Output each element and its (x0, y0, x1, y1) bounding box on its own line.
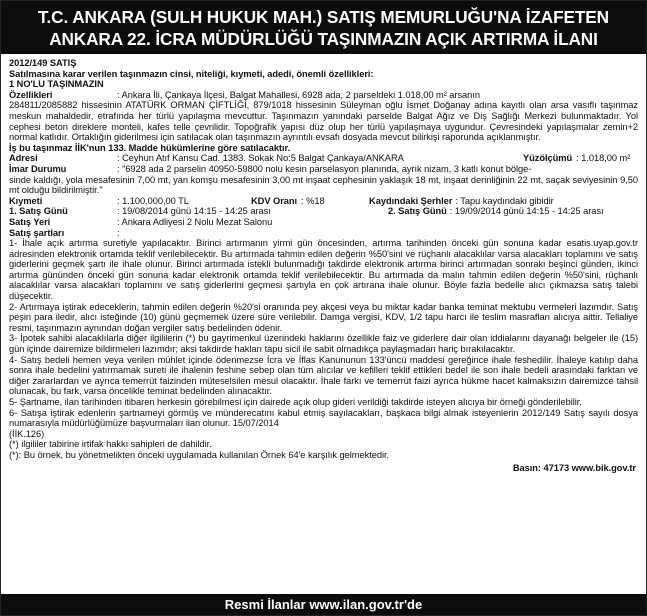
conditions-colon: : (117, 227, 120, 238)
vat-note: İş bu taşınmaz İİK'nun 133. Madde hükümlerine göre satılacaktır. (9, 142, 291, 153)
footnote-1: (*) ilgililer tabirine irtifak hakkı sahipleri de dahildir. (9, 439, 212, 450)
footnote-2: (*): Bu örnek, bu yönetmelikten önceki uygulamada kullanılan Örnek 64'e karşılık gelmektedir. (9, 449, 390, 460)
sale-place-row (9, 217, 638, 228)
zoning-label: İmar Durumu (9, 163, 67, 174)
address-row (9, 153, 638, 164)
notice-header (1, 1, 646, 54)
day1-label: 1. Satış Günü (9, 206, 68, 217)
conditions-heading-row (9, 228, 638, 239)
area-label: Yüzölçümü (523, 153, 573, 164)
kiymet-label: Kıymeti (9, 195, 43, 206)
day2-value: : 19/09/2014 günü 14:15 - 14:25 arası (449, 206, 604, 217)
day2-label: 2. Satış Günü (388, 206, 447, 217)
features-text: 284811/2085882 hissesinin ATATÜRK ORMAN ÇİFTLİĞİ, 879/1018 hissesinin Süleyman oğlu İsmet Doğanay adına kayıtlı olan arsa vasıflı taşınmaz meskun mahaldedir, etrafında her türlü yapılaşma mevcuttur. Taşınmazın yanındaki parselde Balgat Ağız ve Diş Sağlığı Merkezi bulunmaktadır. Yol cephesi beton direklere monteli, kafes telle çevrilidir. Topoğrafik yapısı düz olup her türlü yapılaşmaya uygundur. Çevresindeki yapılaşmalar zemin+2 normal katlıdır. Ortaklığın giderilmesi için satılacak olan taşınmazın ayrıntılı evsafı dosyada mevcut bilirkişi raporunda açıklanmıştır. (9, 100, 638, 143)
value-row (9, 196, 638, 207)
sale-place-value: : Ankara Adliyesi 2 Nolu Mezat Salonu (117, 216, 273, 227)
address-value: : Ceyhun Atıf Kansu Cad. 1383. Sokak No:5 Balgat Çankaya/ANKARA (117, 153, 404, 164)
header-line-2: ANKARA 22. İCRA MÜDÜRLÜĞÜ TAŞINMAZIN AÇIK ARTIRMA İLANI (49, 29, 598, 49)
sale-days-row (9, 206, 638, 217)
kayit-value: : Tapu kaydındaki gibidir (455, 195, 554, 206)
notice-body (1, 54, 646, 473)
condition-1: 1- İhale açık artırma suretiyle yapılacaktır. Birinci artırmanın yirmi gün öncesinden, artırma tarihinden önceki gün sonuna kadar esatis.uyap.gov.tr adresinden elektronik ortamda teklif verilebilecektir. Bu artırmada tahmin edilen değerin %50'sini ve rüçhanlı alacaklılar varsa alacakları toplamını ve satış giderlerini geçmek şartı ile ihale olunur. Birinci artırmada istekli bulunmadığı takdirde elektronik artırma birinci artırmadan sonraki beşinci günden, ikinci artırma gününden önceki gün sonuna kadar elektronik ortamda teklif verilebilecektir. Bu artırmada da malın tahmin edilen değerin %50'sini, rüçhanlı alacaklılar varsa alacakları toplamını ve satış giderlerini geçmesi şartıyla en çok artırana ihale olunur. Böyle fazla bedelle alıcı çıkmazsa satış talebi düşecektir. (9, 238, 638, 302)
footer-banner: Resmi İlanlar www.ilan.gov.tr'de (1, 594, 646, 615)
address-label: Adresi (9, 153, 38, 164)
condition-5: 5- Şartname, ilan tarihinden itibaren herkesin görebilmesi için dairede açık olup gideri verildiği takdirde isteyen alıcıya bir örneği gönderilebilir. (9, 397, 582, 407)
kdv-value: : %18 (301, 195, 325, 206)
features-row (9, 90, 638, 101)
features-label: Özellikleri (9, 89, 53, 100)
file-number: 2012/149 SATIŞ (9, 58, 77, 68)
press-reference: Basın: 47173 www.bik.gov.tr (512, 462, 636, 473)
day1-value: : 19/08/2014 günü 14:15 - 14:25 arası (117, 206, 271, 217)
zoning-text: sinde kaldığı, yola mesafesinin 7,00 mt, yan komşu mesafesinin 3,00 mt inşaat cephesinin yaklaşık 18 mt, inşaat derinliğinin 22 mt, saçak seviyesinin 9,50 mt olduğu bildirilmiştir." (9, 174, 638, 196)
kiymet-value: : 1.100.000,00 TL (117, 195, 189, 206)
iik-reference: (İİK.126) (9, 428, 45, 439)
features-line1: : Ankara İli, Çankaya İlçesi, Balgat Mahallesi, 6928 ada, 2 parseldeki 1.018,00 m² arsanın (117, 89, 480, 100)
condition-3: 3- İpotek sahibi alacaklılarla diğer ilgililerin (*) bu gayrimenkul üzerindeki haklarını özellikle faiz ve giderlere dair olan iddialarını dayanağı belgeler ile (15) gün içinde dairemize bildirmeleri lazımdır; aksi takdirde hakları tapu sicil ile sabit olmadıkça paylaşmadan hariç bırakılacaktır. (9, 333, 638, 355)
condition-6: 6- Satışa iştirak edenlerin şartnameyi görmüş ve münderecatını kabul etmiş sayılacakları, başkaca bilgi almak isteyenlerin 2012/149 Satış sayılı dosya numarasıyla müdürlüğümüze başvurmaları ilan olunur. 15/07/2014 (9, 407, 638, 429)
condition-2: 2- Artırmaya iştirak edeceklerin, tahmin edilen değerin %20'si oranında pey akçesi veya bu miktar kadar banka teminat mektubu vermeleri lazımdır. Satış peşin para iledir, alıcı isteğinde (10) günü geçmemek üzere süre verilebilir. Damga vergisi, KDV, 1/2 tapu harcı ile teslim masrafları alıcıya aittir. Tellaliye resmi, taşınmazın aynından doğan vergiler satış bedelinden ödenir. (9, 301, 638, 333)
kayit-label: Kaydındaki Şerhler (369, 195, 453, 206)
zoning-line1: : "6928 ada 2 parselin 40950-59800 nolu kesin parselasyon planında, ayrık nizam, 3 katlı konut bölge- (117, 163, 532, 174)
zoning-row (9, 164, 638, 175)
item-title: 1 NO'LU TAŞINMAZIN (9, 79, 104, 90)
intro-text: Satılmasına karar verilen taşınmazın cinsi, niteliği, kıymeti, adedi, önemli özellikleri: (9, 68, 374, 79)
conditions-label: Satış şartları (9, 227, 65, 238)
sale-place-label: Satış Yeri (9, 216, 51, 227)
area-value: : 1.018,00 m² (576, 153, 631, 164)
header-line-1: T.C. ANKARA (SULH HUKUK MAH.) SATIŞ MEMURLUĞU'NA İZAFETEN (38, 7, 609, 27)
kdv-label: KDV Oranı (251, 195, 298, 206)
condition-4: 4- Satış bedeli hemen veya verilen mühlet içinde ödenmezse İcra ve İflas Kanununun 133'üncü maddesi gereğince ihale feshedilir. İhaleye katılıp daha sonra ihale bedelini yatırmamak sureti ile ihalenin feshine sebep olan tüm alıcılar ve kefilleri teklif ettikleri bedel ile son ihale bedeli arasındaki farktan ve diğer zararlardan ve ayrıca temerrüt faizinden müteselsilen mesul olacaktır. İhale farkı ve temerrüt faizi ayrıca hükme hacet kalmaksızın dairemizce tahsil olunacak, bu fark, varsa öncelikle teminat bedelinden alınacaktır. (9, 354, 638, 397)
